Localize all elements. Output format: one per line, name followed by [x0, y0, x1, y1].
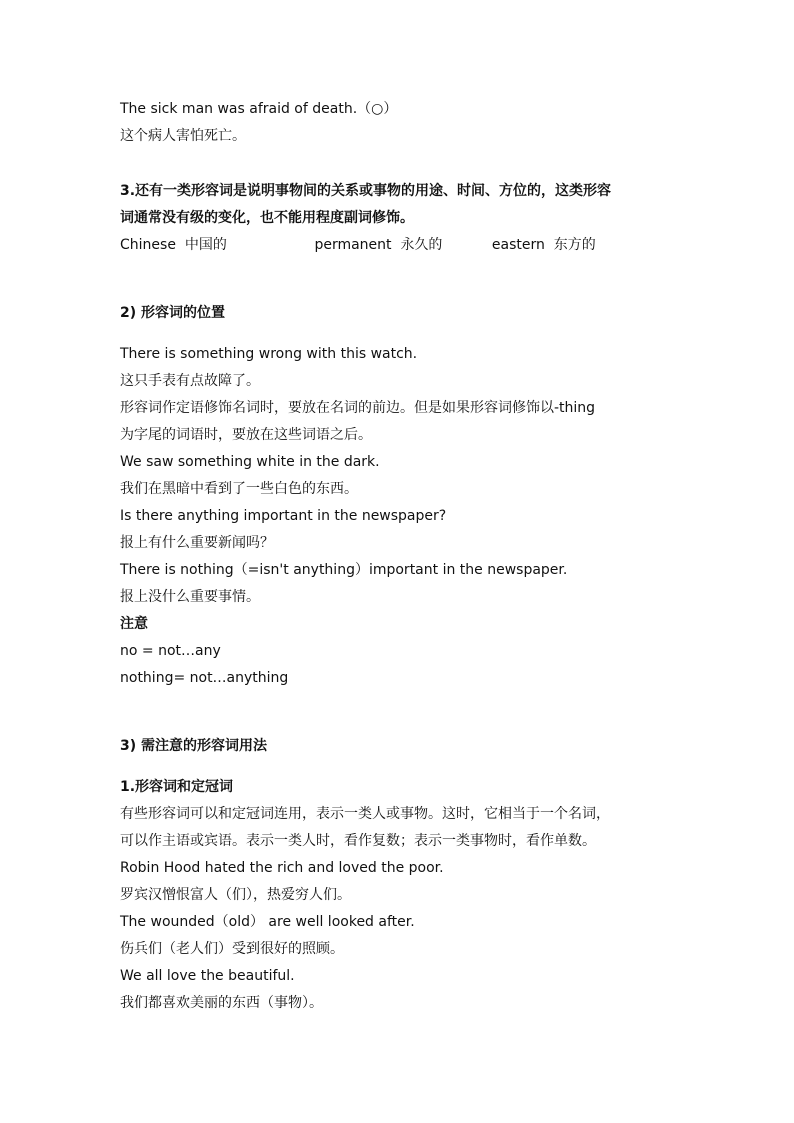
rule-article-line-2: 可以作主语或宾语。表示一类人时，看作复数；表示一类事物时，看作单数。 — [120, 833, 596, 849]
example-word-zh: 永久的 — [400, 237, 443, 253]
sentence-zh-robin-hood: 罗宾汉憎恨富人（们），热爱穷人们。 — [120, 887, 351, 903]
sentence-zh-sick-man: 这个病人害怕死亡。 — [120, 128, 246, 144]
subheading-definite-article: 1.形容词和定冠词 — [120, 779, 234, 795]
sentence-en-watch: There is something wrong with this watch. — [120, 346, 418, 362]
rule-position-line-1: 形容词作定语修饰名词时，要放在名词的前边。但是如果形容词修饰以-thing — [120, 400, 596, 416]
sentence-zh-nothing-important: 报上没什么重要事情。 — [120, 589, 260, 605]
note-line-2: nothing= not…anything — [120, 670, 289, 686]
example-word-zh: 东方的 — [553, 237, 596, 253]
note-line-1: no = not…any — [120, 643, 221, 659]
example-word-en: permanent — [314, 237, 392, 253]
sentence-en-white: We saw something white in the dark. — [120, 454, 380, 470]
note-heading: 注意 — [120, 616, 148, 632]
sentence-en-beautiful: We all love the beautiful. — [120, 968, 295, 984]
sentence-en-newspaper-question: Is there anything important in the newspaper? — [120, 508, 447, 524]
sentence-en-sick-man: The sick man was afraid of death.（○） — [120, 101, 398, 117]
sentence-zh-wounded: 伤兵们（老人们）受到很好的照顾。 — [120, 941, 344, 957]
example-word-en: eastern — [491, 237, 545, 253]
example-word-permanent — [314, 235, 487, 255]
rule-3-line-1: 3.还有一类形容词是说明事物间的关系或事物的用途、时间、方位的，这类形容 — [120, 183, 612, 199]
example-word-zh: 中国的 — [184, 237, 227, 253]
example-word-eastern — [492, 235, 596, 255]
example-word-en: Chinese — [120, 237, 176, 253]
rule-position-line-2: 为字尾的词语时，要放在这些词语之后。 — [120, 427, 372, 443]
sentence-zh-beautiful: 我们都喜欢美丽的东西（事物）。 — [120, 995, 323, 1011]
sentence-en-robin-hood: Robin Hood hated the rich and loved the poor. — [120, 860, 444, 876]
rule-3-line-2: 词通常没有级的变化，也不能用程度副词修饰。 — [120, 210, 414, 226]
section-heading-usage: 3) 需注意的形容词用法 — [120, 738, 268, 754]
sentence-zh-newspaper-question: 报上有什么重要新闻吗？ — [120, 535, 274, 551]
sentence-zh-white: 我们在黑暗中看到了一些白色的东西。 — [120, 481, 358, 497]
example-words-row — [120, 235, 596, 255]
sentence-zh-watch: 这只手表有点故障了。 — [120, 373, 260, 389]
sentence-en-nothing-important: There is nothing（=isn't anything）important in the newspaper. — [120, 562, 568, 578]
example-word-chinese — [120, 235, 310, 255]
rule-article-line-1: 有些形容词可以和定冠词连用，表示一类人或事物。这时，它相当于一个名词， — [120, 806, 610, 822]
sentence-en-wounded: The wounded（old） are well looked after. — [120, 914, 415, 930]
section-heading-position: 2) 形容词的位置 — [120, 305, 226, 321]
